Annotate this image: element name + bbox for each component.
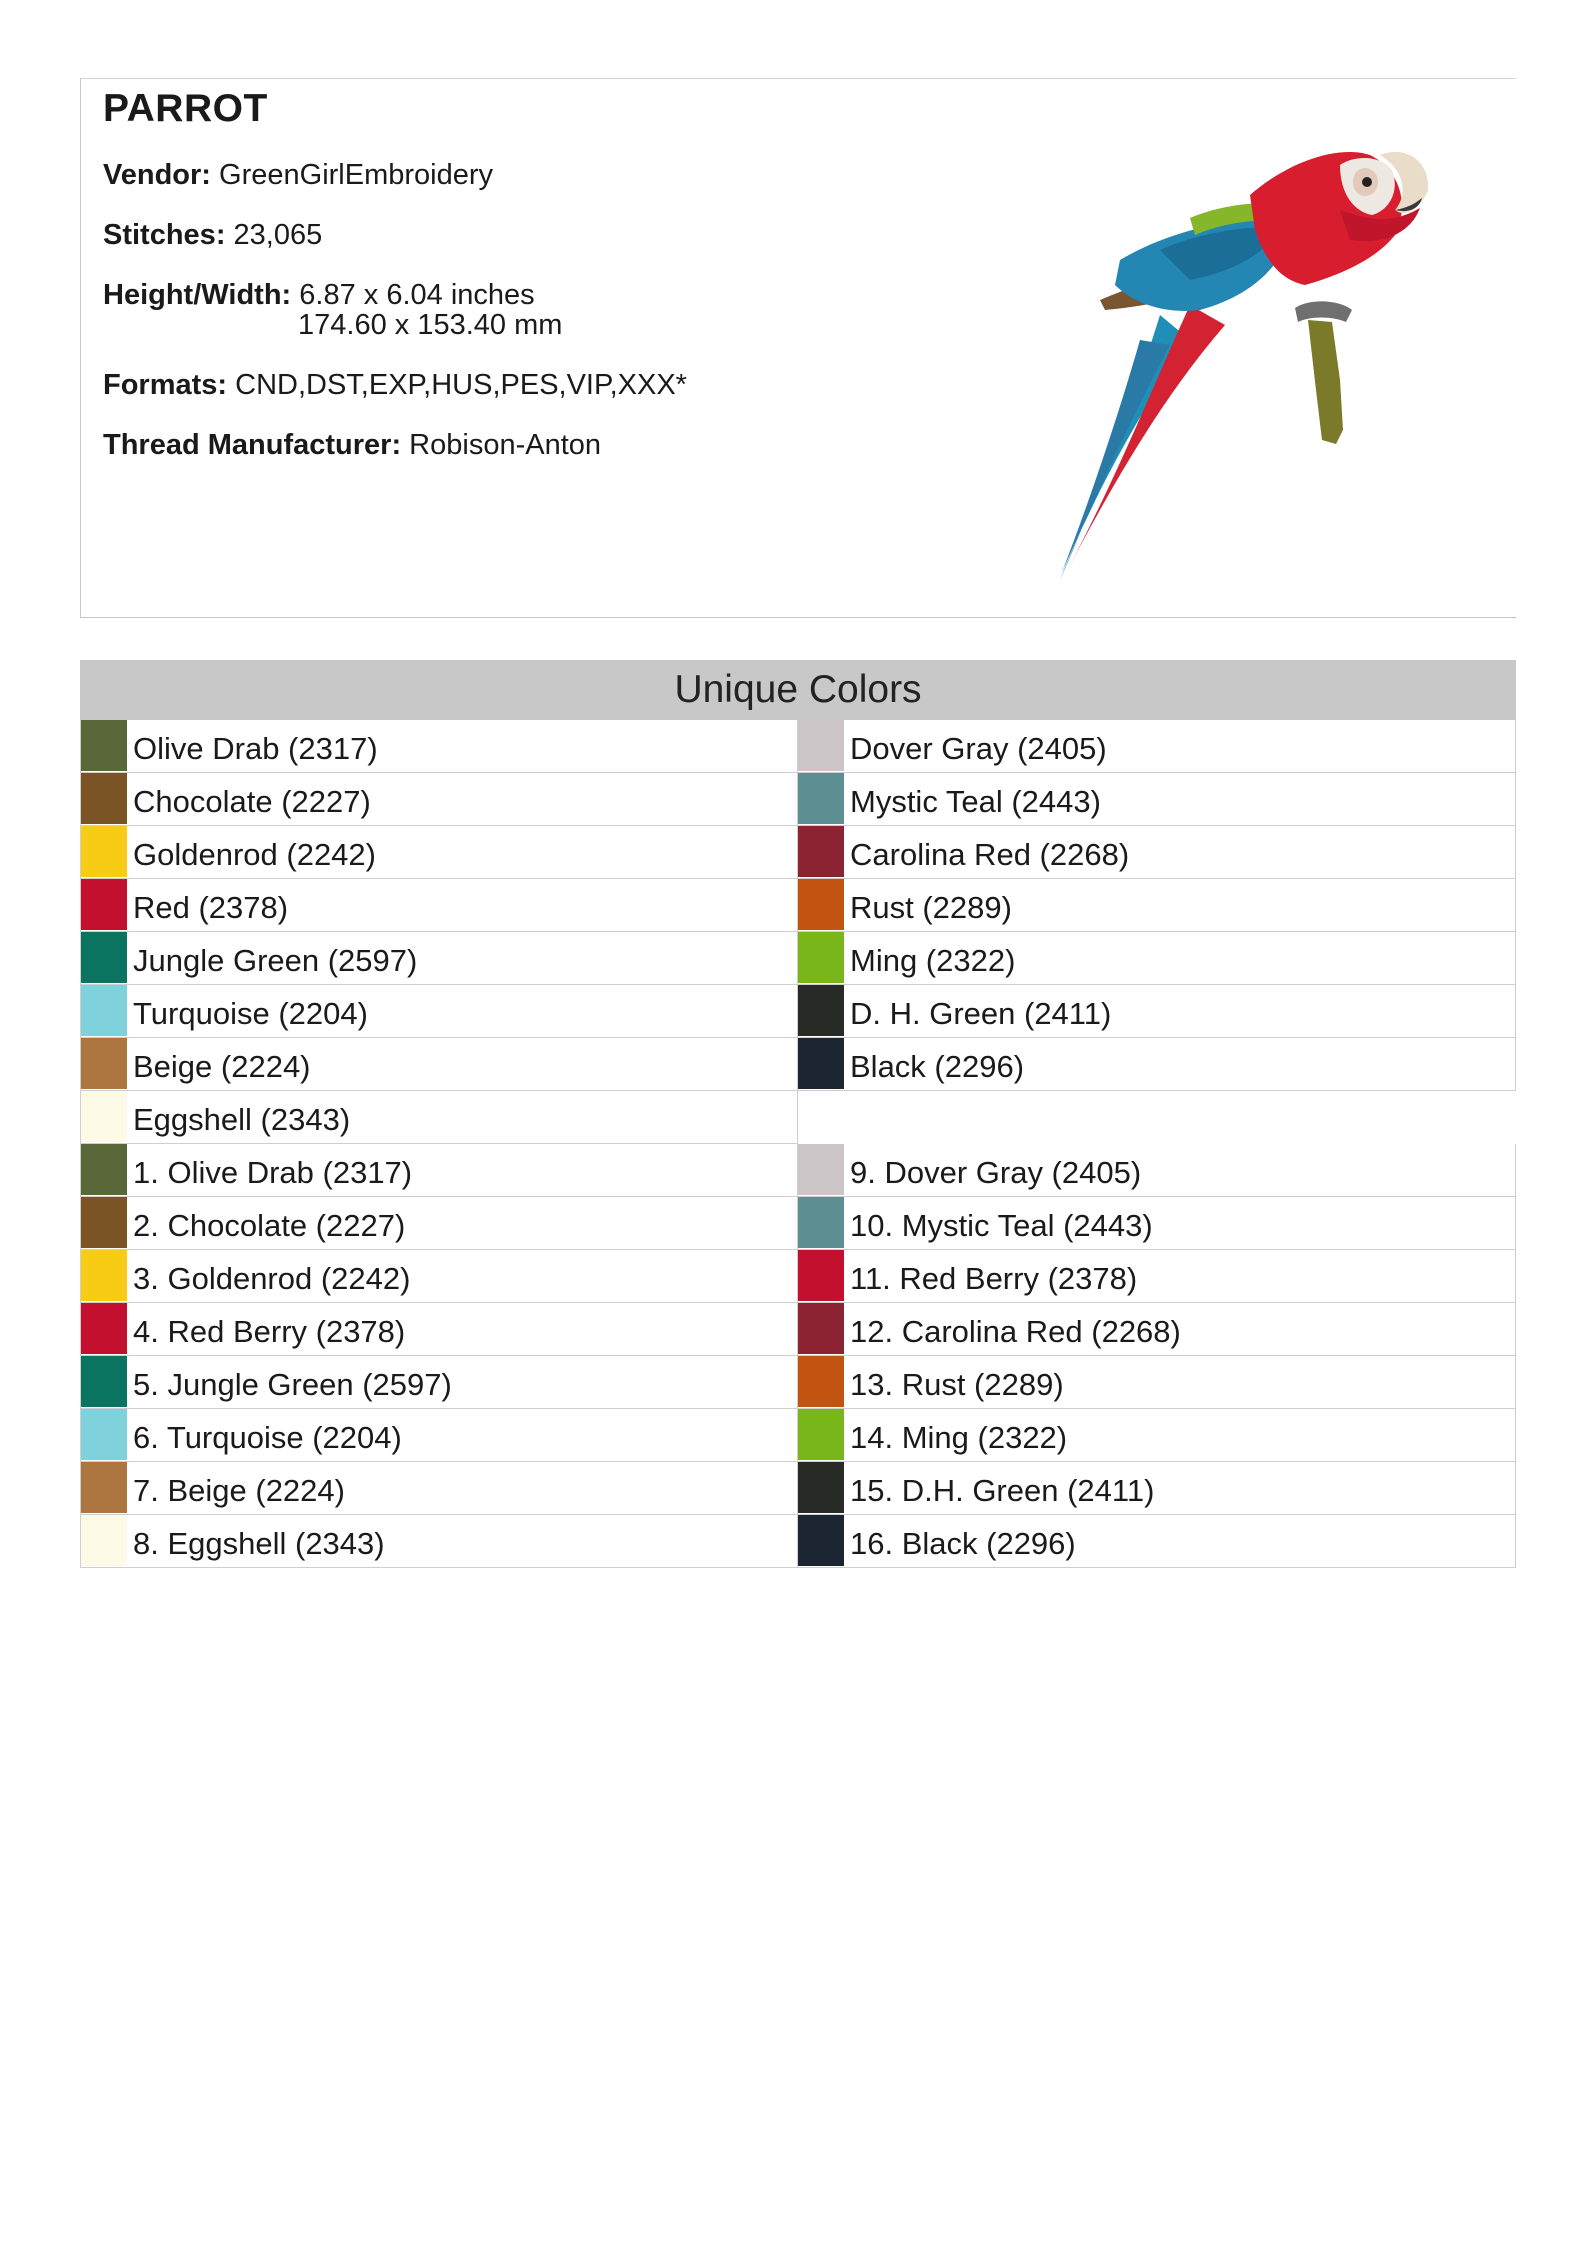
color-swatch [798, 1197, 844, 1248]
color-swatch [81, 985, 127, 1036]
color-label: Ming (2322) [850, 943, 1016, 978]
color-swatch [81, 1144, 127, 1195]
sequence-color-row [798, 1515, 1516, 1568]
color-swatch [798, 1250, 844, 1301]
color-grid [80, 720, 1516, 1568]
color-label: 12. Carolina Red (2268) [850, 1314, 1181, 1349]
color-label: D. H. Green (2411) [850, 996, 1112, 1031]
color-swatch [81, 1462, 127, 1513]
color-swatch [81, 1250, 127, 1301]
sequence-color-row [798, 1409, 1516, 1462]
thread-label: Thread Manufacturer: [103, 429, 402, 461]
color-label: 4. Red Berry (2378) [133, 1314, 406, 1349]
unique-color-row [80, 932, 798, 985]
color-swatch [81, 1515, 127, 1566]
color-label: Mystic Teal (2443) [850, 784, 1101, 819]
color-swatch [798, 1462, 844, 1513]
unique-colors-header: Unique Colors [80, 660, 1516, 720]
unique-color-row [80, 985, 798, 1038]
stitches-label: Stitches: [103, 219, 226, 251]
unique-color-row [80, 879, 798, 932]
color-label: Carolina Red (2268) [850, 837, 1130, 872]
color-swatch [81, 1197, 127, 1248]
unique-color-row [80, 720, 798, 773]
sequence-color-row [798, 1144, 1516, 1197]
sequence-color-row [798, 1303, 1516, 1356]
color-swatch [798, 773, 844, 824]
color-label: 10. Mystic Teal (2443) [850, 1208, 1153, 1243]
unique-color-row [798, 879, 1516, 932]
formats-value: CND,DST,EXP,HUS,PES,VIP,XXX* [235, 369, 687, 401]
color-swatch [798, 1409, 844, 1460]
color-label: Eggshell (2343) [133, 1102, 351, 1137]
color-label: Jungle Green (2597) [133, 943, 418, 978]
color-swatch [81, 773, 127, 824]
sequence-color-row [80, 1303, 798, 1356]
unique-color-row [798, 985, 1516, 1038]
thread-value: Robison-Anton [409, 429, 602, 461]
color-swatch [798, 879, 844, 930]
color-label: 5. Jungle Green (2597) [133, 1367, 452, 1402]
size-mm-value: 174.60 x 153.40 mm [298, 309, 563, 341]
color-swatch [798, 1515, 844, 1566]
unique-color-row [798, 773, 1516, 826]
design-title: PARROT [103, 87, 268, 130]
color-label: 8. Eggshell (2343) [133, 1526, 385, 1561]
unique-color-row [798, 932, 1516, 985]
color-label: Turquoise (2204) [133, 996, 368, 1031]
unique-color-row [80, 826, 798, 879]
color-label: 9. Dover Gray (2405) [850, 1155, 1142, 1190]
color-swatch [798, 985, 844, 1036]
color-label: Olive Drab (2317) [133, 731, 378, 766]
color-swatch [81, 720, 127, 771]
color-label: 14. Ming (2322) [850, 1420, 1068, 1455]
unique-color-row [80, 1038, 798, 1091]
vendor-value: GreenGirlEmbroidery [219, 159, 494, 191]
color-swatch [798, 1356, 844, 1407]
thread-field [103, 429, 601, 462]
color-swatch [81, 932, 127, 983]
stitches-field [103, 219, 322, 252]
sequence-color-row [80, 1144, 798, 1197]
color-label: 6. Turquoise (2204) [133, 1420, 402, 1455]
stitches-value: 23,065 [233, 219, 323, 251]
color-label: Dover Gray (2405) [850, 731, 1107, 766]
color-label: Red (2378) [133, 890, 289, 925]
color-swatch [798, 1038, 844, 1089]
color-label: 3. Goldenrod (2242) [133, 1261, 411, 1296]
unique-color-row [798, 720, 1516, 773]
vendor-label: Vendor: [103, 159, 211, 191]
color-label: Black (2296) [850, 1049, 1025, 1084]
color-swatch [81, 826, 127, 877]
color-swatch [81, 1356, 127, 1407]
color-label: Chocolate (2227) [133, 784, 371, 819]
formats-field [103, 369, 687, 402]
color-label: Rust (2289) [850, 890, 1012, 925]
color-label: 11. Red Berry (2378) [850, 1261, 1138, 1296]
sequence-color-row [798, 1356, 1516, 1409]
sequence-color-row [80, 1250, 798, 1303]
size-inches-value: 6.87 x 6.04 inches [299, 279, 535, 311]
color-label: 13. Rust (2289) [850, 1367, 1064, 1402]
color-swatch [81, 879, 127, 930]
color-label: 2. Chocolate (2227) [133, 1208, 406, 1243]
color-swatch [798, 1303, 844, 1354]
sequence-color-row [798, 1197, 1516, 1250]
parrot-design-image [1040, 110, 1510, 600]
color-swatch [798, 932, 844, 983]
unique-colors-table [80, 660, 1516, 1568]
unique-color-row [80, 1091, 798, 1144]
sequence-color-row [80, 1356, 798, 1409]
sequence-color-row [80, 1197, 798, 1250]
color-label: 1. Olive Drab (2317) [133, 1155, 413, 1190]
color-label: Beige (2224) [133, 1049, 311, 1084]
color-swatch [798, 826, 844, 877]
sequence-color-row [80, 1409, 798, 1462]
color-label: 15. D.H. Green (2411) [850, 1473, 1155, 1508]
size-label: Height/Width: [103, 279, 292, 311]
color-swatch [81, 1038, 127, 1089]
color-swatch [798, 720, 844, 771]
color-label: 16. Black (2296) [850, 1526, 1076, 1561]
color-label: 7. Beige (2224) [133, 1473, 345, 1508]
color-label: Goldenrod (2242) [133, 837, 376, 872]
sequence-color-row [798, 1462, 1516, 1515]
color-swatch [81, 1303, 127, 1354]
sequence-color-row [80, 1462, 798, 1515]
unique-color-row [798, 826, 1516, 879]
size-field [103, 279, 535, 312]
unique-color-row [798, 1038, 1516, 1091]
vendor-field [103, 159, 493, 192]
sequence-color-row [80, 1515, 798, 1568]
color-swatch [798, 1144, 844, 1195]
unique-color-row [80, 773, 798, 826]
formats-label: Formats: [103, 369, 228, 401]
sequence-color-row [798, 1250, 1516, 1303]
color-swatch [81, 1091, 127, 1142]
color-swatch [81, 1409, 127, 1460]
